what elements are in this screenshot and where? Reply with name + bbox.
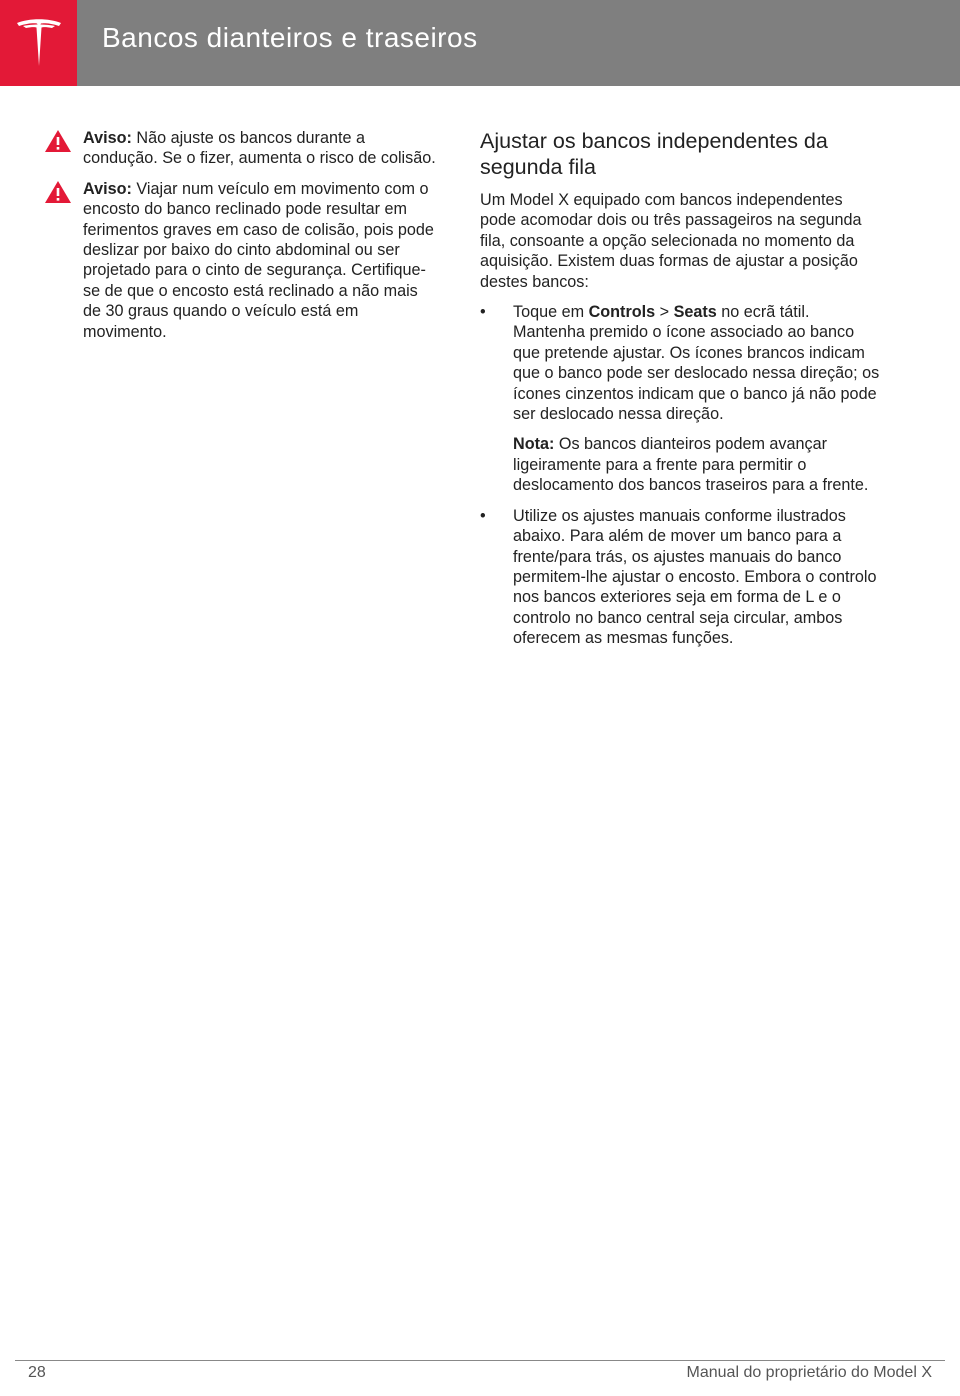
list-item <box>480 302 880 496</box>
seats-menu-label: Seats <box>673 303 717 322</box>
bullet-text: Utilize os ajustes manuais conforme ilustrados abaixo. Para além de mover um banco para a frente/para trás, os ajustes manuais do banco permitem-lhe ajustar o encosto. Embora o controlo nos bancos exteriores seja em forma de L e o controlo no banco central seja circular, ambos oferecem as mesmas funções. <box>513 506 877 648</box>
manual-title: Manual do proprietário do Model X <box>686 1364 932 1381</box>
bullet-text: no ecrã tátil. Mantenha premido o ícone associado ao banco que pretende ajustar. Os ícones brancos indicam que o banco pode ser deslocado nessa direção; os ícones cinzentos indicam que o banco já não pode ser deslocado nessa direção. <box>513 303 880 424</box>
page-title: Bancos dianteiros e traseiros <box>102 22 478 53</box>
warning-triangle-icon <box>44 180 72 204</box>
tesla-logo-icon <box>14 17 64 69</box>
page-number: 28 <box>28 1364 46 1381</box>
bullet-marker: • <box>480 303 486 322</box>
list-item <box>480 506 880 649</box>
footer-divider <box>15 1360 945 1361</box>
bullet-marker: • <box>480 506 486 525</box>
warning-label: Aviso: <box>83 179 132 198</box>
warning-block <box>44 179 440 342</box>
warning-label: Aviso: <box>83 129 132 147</box>
note-block <box>513 434 880 495</box>
warning-text: Viajar num veículo em movimento com o encosto do banco reclinado pode resultar em ferimentos graves em caso de colisão, pois pode deslizar por baixo do cinto abdominal ou ser projetado para o cinto de segurança. Certifique-se de que o encosto está reclinado a não mais de 30 graus quando o veículo está em movimento. <box>83 179 434 341</box>
note-label: Nota: <box>513 435 555 454</box>
warning-block <box>44 128 440 169</box>
section-heading: Ajustar os bancos independentes da segunda fila <box>480 129 828 179</box>
tesla-logo <box>0 0 77 86</box>
warning-triangle-icon <box>44 129 72 153</box>
left-column <box>44 128 440 352</box>
note-text: Os bancos dianteiros podem avançar ligeiramente para a frente para permitir o deslocamento dos bancos traseiros para a frente. <box>513 435 869 495</box>
controls-menu-label: Controls <box>588 303 656 322</box>
section-intro: Um Model X equipado com bancos independentes pode acomodar dois ou três passageiros na segunda fila, consoante a opção selecionada no momento da aquisição. Existem duas formas de ajustar a posição destes bancos: <box>480 191 862 291</box>
menu-separator: > <box>655 303 674 322</box>
bullet-text: Toque em <box>513 303 589 322</box>
warning-text: Não ajuste os bancos durante a condução. Se o fizer, aumenta o risco de colisão. <box>83 129 436 168</box>
right-column <box>480 128 880 659</box>
page-header <box>0 0 960 86</box>
